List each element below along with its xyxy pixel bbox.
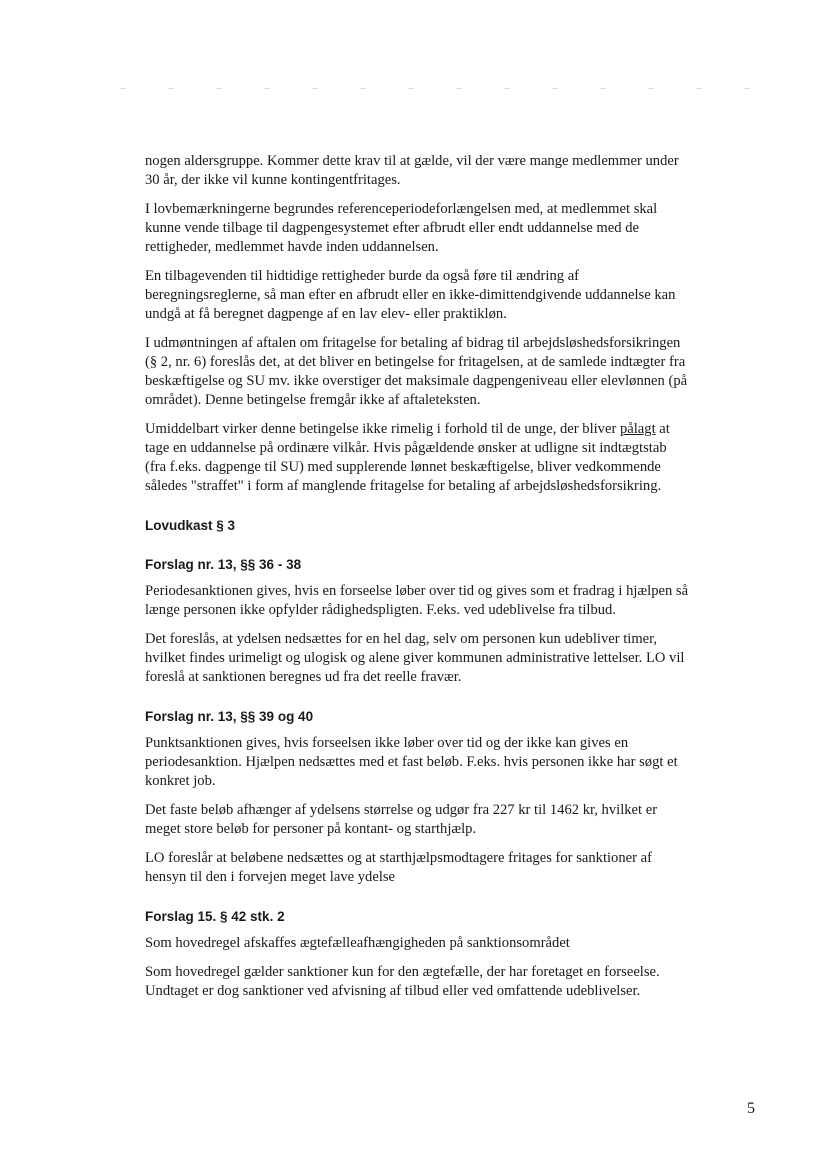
paragraph-umiddelbart	[145, 420, 690, 496]
paragraph: I lovbemærkningerne begrundes referenceperiodeforlængelsen med, at medlemmet skal kunne vende tilbage til dagpengesystemet efter afbrudt eller endt uddannelse med de rettigheder, medlemmet havde inden uddannelsen.	[145, 201, 658, 255]
document-body	[145, 152, 690, 1011]
paragraph: Periodesanktionen gives, hvis en forseelse løber over tid og gives som et fradrag i hjælpen så længe personen ikke opfylder rådighedspligten. F.eks. ved udeblivelse fra tilbud.	[145, 583, 689, 618]
paragraph: I udmøntningen af aftalen om fritagelse for betaling af bidrag til arbejdsløshedsforsikringen (§ 2, nr. 6) foreslås det, at det bliver en betingelse for fritagelsen, at de samlede indtægter fra beskæftigelse og SU mv. ikke overstiger det maksimale dagpengeniveau eller elevlønnen (på området). Denne betingelse fremgår ikke af aftaleteksten.	[145, 335, 688, 408]
section-heading: Forslag nr. 13, §§ 39 og 40	[145, 709, 314, 724]
paragraph: Det foreslås, at ydelsen nedsættes for en hel dag, selv om personen kun udebliver timer, hvilket findes urimeligt og ulogisk og alene giver kommunen administrative lettelser. LO vil foreslå at sanktionen beregnes ud fra det reelle fravær.	[145, 631, 685, 685]
paragraph: Det faste beløb afhænger af ydelsens størrelse og udgør fra 227 kr til 1462 kr, hvilket er meget store beløb for personer på kontant- og starthjælp.	[145, 802, 658, 837]
section-heading: Forslag nr. 13, §§ 36 - 38	[145, 557, 302, 572]
paragraph: Som hovedregel gælder sanktioner kun for den ægtefælle, der har foretaget en forseelse. Undtaget er dog sanktioner ved afvisning af tilbud eller ved omfattende udeblivelser.	[145, 964, 660, 999]
section-heading-lovudkast: Lovudkast § 3	[145, 518, 236, 533]
scan-artifact-line	[120, 88, 760, 89]
paragraph: Punktsanktionen gives, hvis forseelsen ikke løber over tid og der ikke kan gives en periodesanktion. Hjælpen nedsættes med et fast beløb. F.eks. hvis personen ikke har søgt et konkret job.	[145, 735, 678, 789]
paragraph: En tilbagevenden til hidtidige rettigheder burde da også føre til ændring af beregningsreglerne, så man efter en afbrudt eller en ikke-dimittendgivende uddannelse kan undgå at få beregnet dagpenge af en lav elev- eller praktikløn.	[145, 268, 676, 322]
underlined-word: pålagt	[619, 421, 656, 437]
paragraph: Som hovedregel afskaffes ægtefælleafhængigheden på sanktionsområdet	[145, 935, 570, 951]
page-number: 5	[747, 1100, 755, 1117]
paragraph: LO foreslår at beløbene nedsættes og at starthjælpsmodtagere fritages for sanktioner af hensyn til den i forvejen meget lave ydelse	[145, 850, 652, 885]
section-heading: Forslag 15. § 42 stk. 2	[145, 909, 285, 924]
text-run: at tage en uddannelse på ordinære vilkår. Hvis pågældende ønsker at udligne sit indtægtstab (fra f.eks. dagpenge til SU) med supplerende lønnet beskæftigelse, bliver vedkommende således "straffet" i form af manglende fritagelse for betaling af arbejdsløshedsforsikring.	[145, 421, 670, 494]
text-run: Umiddelbart virker denne betingelse ikke rimelig i forhold til de unge, der bliver	[145, 421, 620, 437]
paragraph: nogen aldersgruppe. Kommer dette krav til at gælde, vil der være mange medlemmer under 30 år, der ikke vil kunne kontingentfritages.	[145, 153, 679, 188]
